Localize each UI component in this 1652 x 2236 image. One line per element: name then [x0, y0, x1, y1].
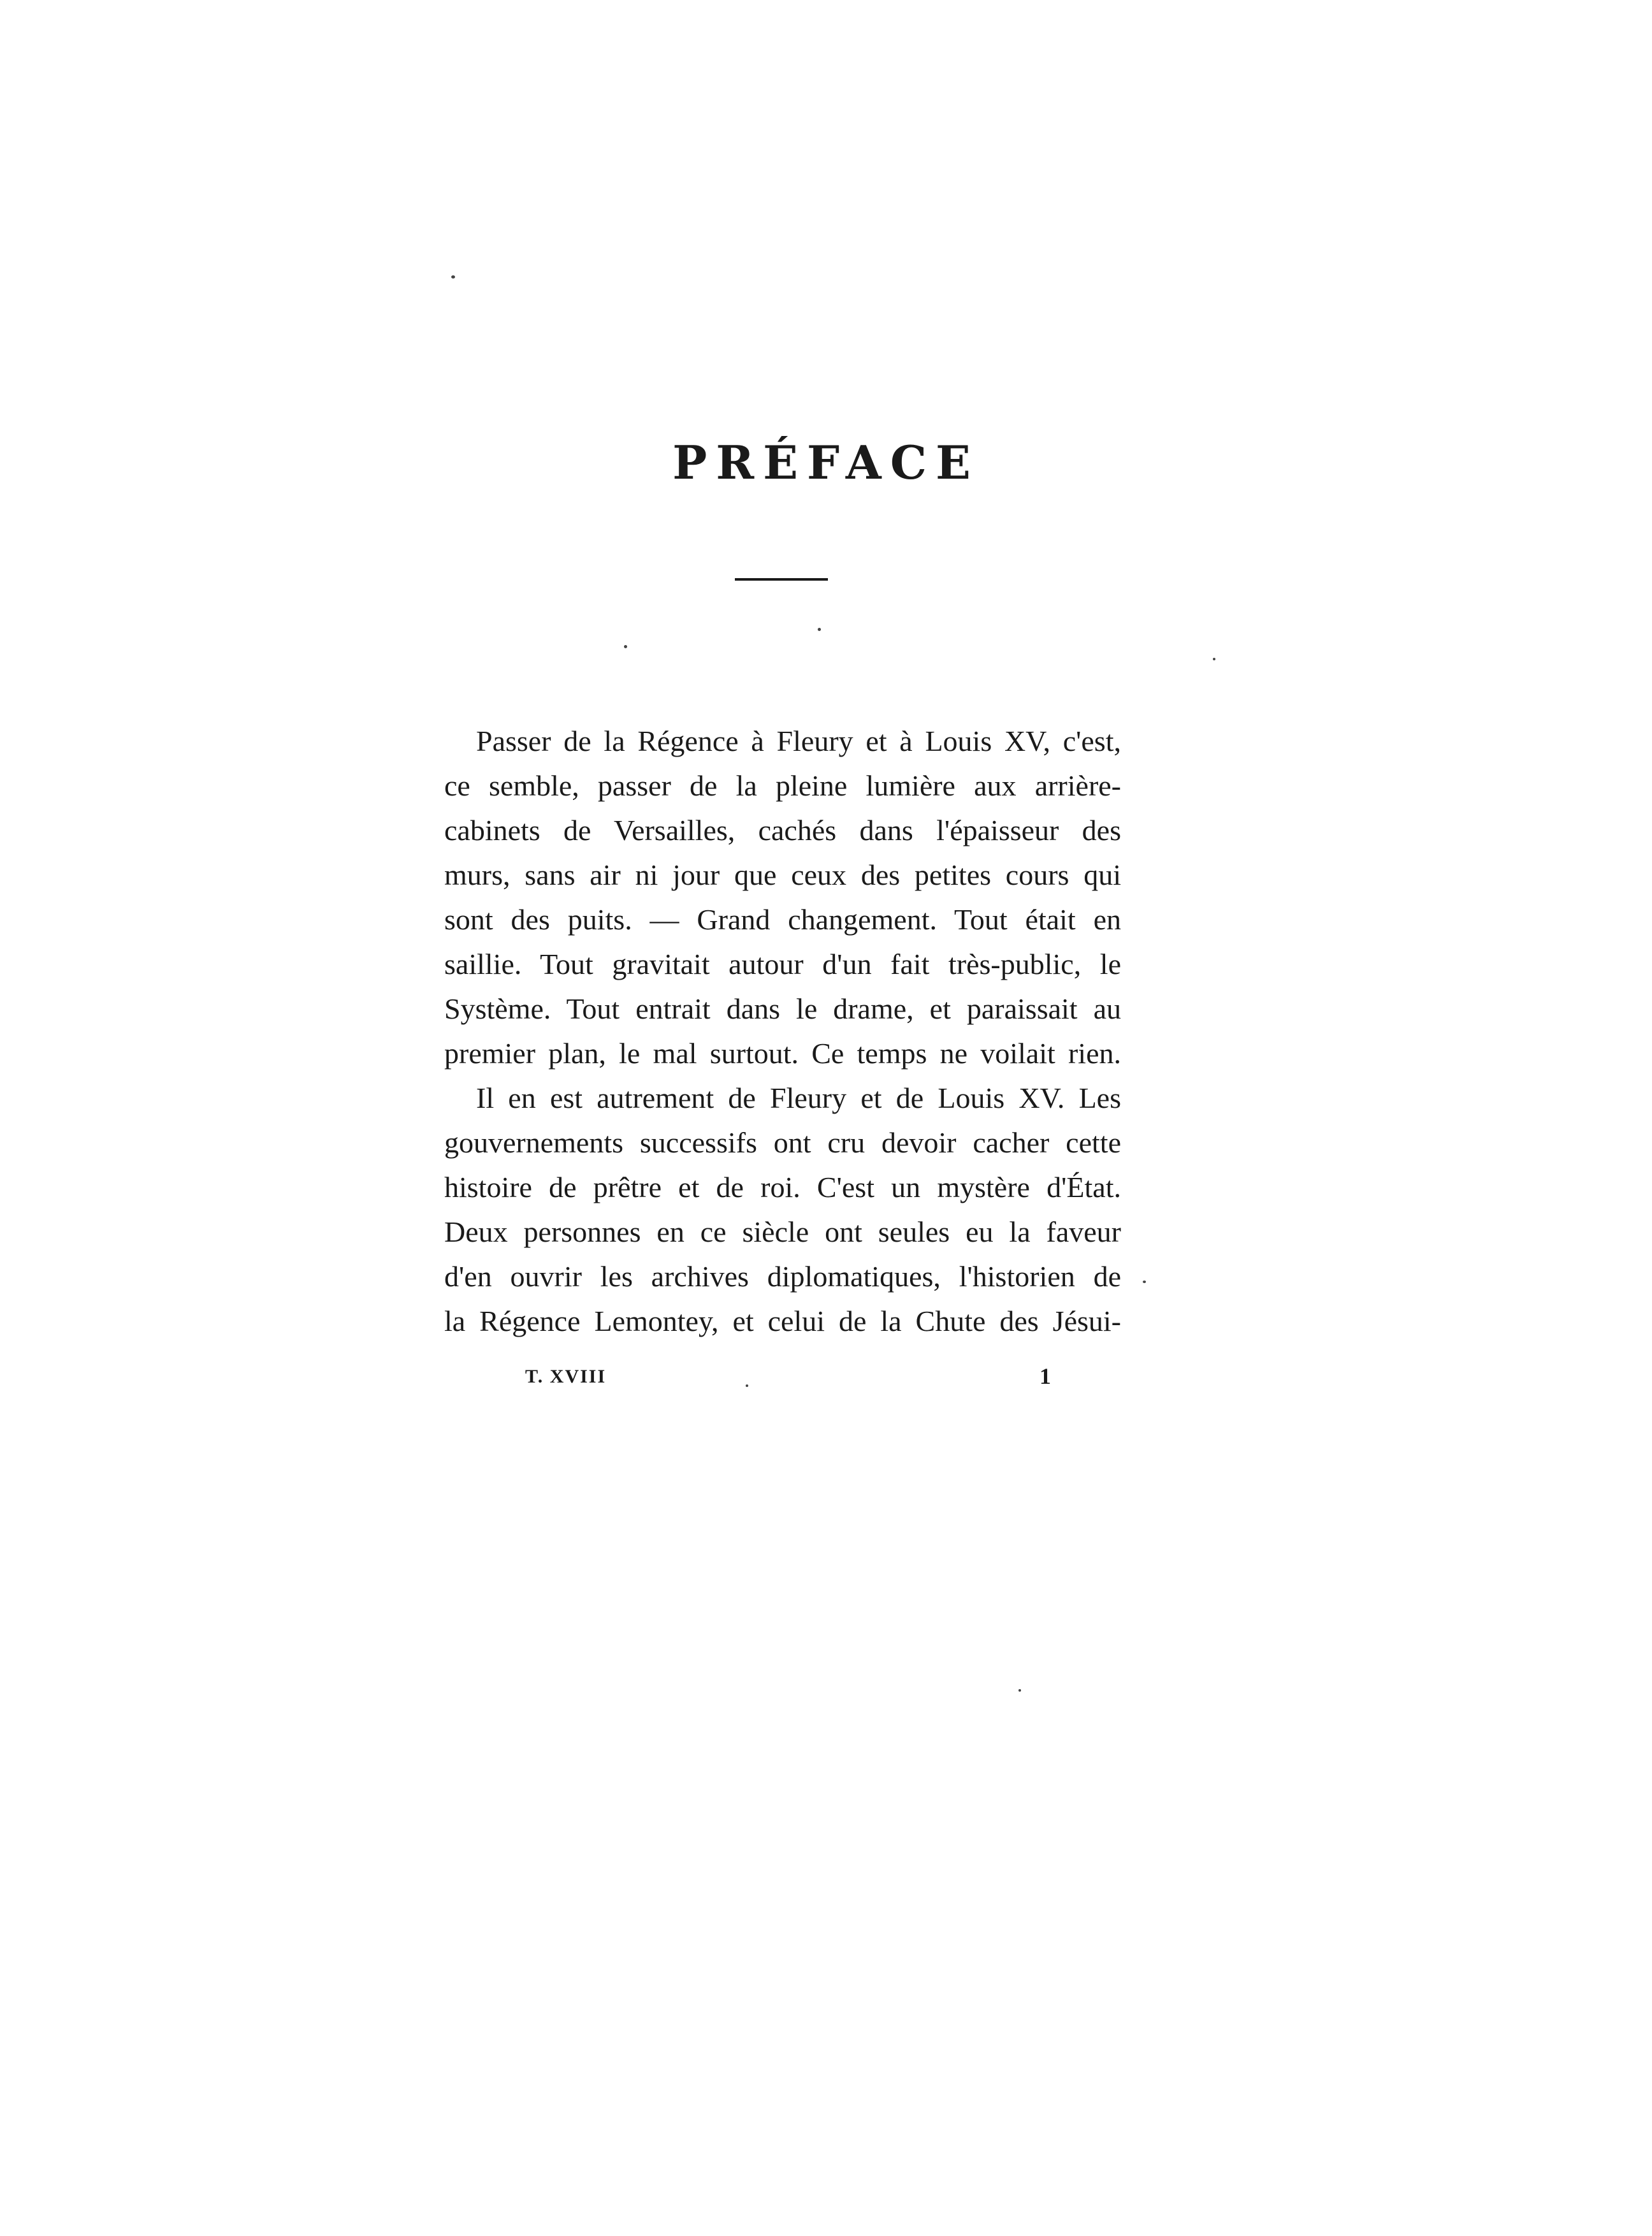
body-text [444, 719, 1121, 1344]
text-line: ce semble, passer de la pleine lumière aux arrière- [444, 769, 1121, 802]
page-title: PRÉFACE [672, 435, 980, 490]
text-line: cabinets de Versailles, cachés dans l'épaisseur des [444, 814, 1121, 846]
text-line: gouvernements successifs ont cru devoir cacher cette [444, 1126, 1121, 1159]
title-rule [735, 578, 828, 581]
text-line: histoire de prêtre et de roi. C'est un mystère d'État. [444, 1171, 1121, 1203]
scan-speck [746, 1384, 748, 1387]
text-line: Il en est autrement de Fleury et de Louis XV. Les [476, 1082, 1121, 1114]
text-line: premier plan, le mal surtout. Ce temps ne voilait rien. [444, 1037, 1121, 1070]
text-line: la Régence Lemontey, et celui de la Chute des Jésui- [444, 1305, 1121, 1337]
scan-speck [1018, 1689, 1021, 1692]
printer-signature: T. XVIII [525, 1366, 607, 1387]
scan-speck [624, 645, 627, 648]
scan-speck [1143, 1281, 1146, 1283]
text-line: sont des puits. — Grand changement. Tout était en [444, 903, 1121, 936]
text-line: Système. Tout entrait dans le drame, et paraissait au [444, 992, 1121, 1025]
scan-speck [1213, 658, 1215, 660]
scan-speck [818, 628, 821, 631]
scan-speck [451, 275, 455, 279]
text-line: d'en ouvrir les archives diplomatiques, l'historien de [444, 1260, 1121, 1293]
text-line: Passer de la Régence à Fleury et à Louis XV, c'est, [476, 725, 1121, 757]
text-line: murs, sans air ni jour que ceux des petites cours qui [444, 859, 1121, 891]
text-line: saillie. Tout gravitait autour d'un fait très-public, le [444, 948, 1121, 980]
page-number: 1 [1040, 1363, 1051, 1389]
text-line: Deux personnes en ce siècle ont seules eu la faveur [444, 1216, 1121, 1248]
